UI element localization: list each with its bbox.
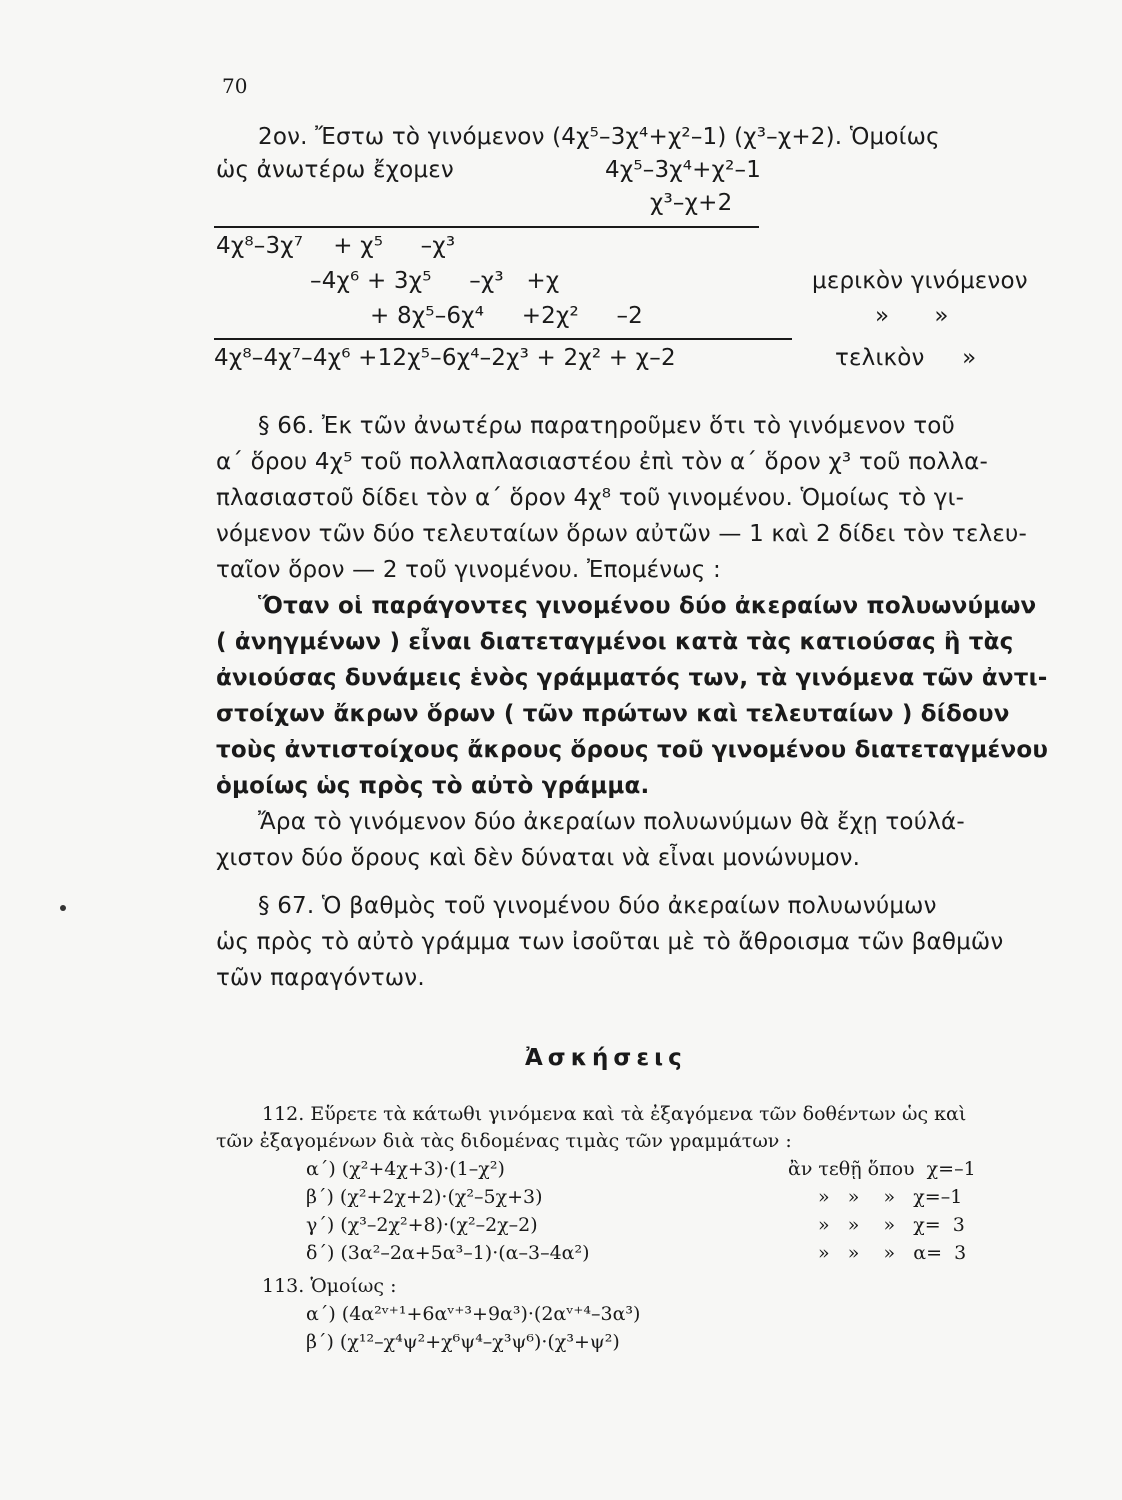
ex112-item-b-cond: » » » χ=–1 (818, 1186, 963, 1208)
margin-dot (60, 905, 66, 911)
rule-2 (214, 338, 792, 340)
intro-line-1: 2ον. Ἔστω τὸ γινόμενον (4χ⁵–3χ⁴+χ²–1) (χ³–χ+2). Ὁμοίως (258, 124, 940, 150)
mult-row-2-label: μερικὸν γινόμενον (812, 268, 1028, 294)
rule-statement-line-4: στοίχων ἄκρων ὅρων ( τῶν πρώτων καὶ τελευταίων ) δίδουν (216, 701, 1010, 727)
para66-line-1 (258, 413, 955, 439)
rule-statement-line-2: ( ἀνηγμένων ) εἶναι διατεταγμένοι κατὰ τὰς κατιούσας ἢ τὰς (216, 629, 1014, 655)
ex113-item-a: α΄) (4α²ᵛ⁺¹+6αᵛ⁺³+9α³)·(2αᵛ⁺⁴–3α³) (306, 1303, 641, 1325)
para66-after-line-2: χιστον δύο ὅρους καὶ δὲν δύναται νὰ εἶναι μονώνυμον. (216, 845, 861, 871)
para66-line-1-text: § 66. Ἐκ τῶν ἀνωτέρω παρατηροῦμεν ὅτι τὸ γινόμενον τοῦ (258, 413, 956, 439)
mult-row-3-label: » » (875, 303, 949, 329)
ex113-item-b: β΄) (χ¹²–χ⁴ψ²+χ⁶ψ⁴–χ³ψ⁶)·(χ³+ψ²) (306, 1331, 620, 1353)
ex112-item-d-cond: » » » α= 3 (818, 1242, 967, 1264)
mult-result: 4χ⁸–4χ⁷–4χ⁶ +12χ⁵–6χ⁴–2χ³ + 2χ² + χ–2 (214, 345, 676, 371)
mult-row-1: 4χ⁸–3χ⁷ + χ⁵ –χ³ (216, 233, 456, 259)
para67-line-2: ὡς πρὸς τὸ αὐτὸ γράμμα των ἰσοῦται μὲ τὸ ἄθροισμα τῶν βαθμῶν (216, 929, 1004, 955)
ex112-line-1: 112. Εὕρετε τὰ κάτωθι γινόμενα καὶ τὰ ἐξαγόμενα τῶν δοθέντων ὡς καὶ (262, 1103, 967, 1125)
ex112-item-d: δ΄) (3α²–2α+5α³–1)·(α–3–4α²) (306, 1242, 590, 1264)
ex112-item-b: β΄) (χ²+2χ+2)·(χ²–5χ+3) (306, 1186, 543, 1208)
page-number: 70 (222, 74, 248, 98)
para67-line-1: § 67. Ὁ βαθμὸς τοῦ γινομένου δύο ἀκεραίων πολυωνύμων (258, 893, 937, 919)
exercises-heading: Ἀσκήσεις (525, 1045, 687, 1071)
ex113-label: 113. Ὁμοίως : (262, 1275, 397, 1297)
para66-after-line-1: Ἄρα τὸ γινόμενον δύο ἀκεραίων πολυωνύμων θὰ ἔχῃ τούλά- (258, 809, 965, 835)
rule-statement-line-5: τοὺς ἀντιστοίχους ἄκρους ὅρους τοῦ γινομένου διατεταγμένου (216, 737, 1049, 763)
para67-line-3: τῶν παραγόντων. (216, 965, 425, 991)
intro-line-2: ὡς ἀνωτέρω ἔχομεν (216, 157, 454, 183)
rule-statement-line-6: ὁμοίως ὡς πρὸς τὸ αὐτὸ γράμμα. (216, 773, 650, 799)
ex112-item-a-cond: ἂν τεθῇ ὅπου χ=–1 (788, 1158, 976, 1180)
rule-statement-line-3: ἀνιούσας δυνάμεις ἑνὸς γράμματός των, τὰ γινόμενα τῶν ἀντι- (216, 665, 1048, 691)
mult-row-2: –4χ⁶ + 3χ⁵ –χ³ +χ (310, 268, 560, 294)
multiplier: χ³–χ+2 (650, 190, 733, 216)
para66-line-3: πλασιαστοῦ δίδει τὸν α΄ ὅρον 4χ⁸ τοῦ γινομένου. Ὁμοίως τὸ γι- (216, 485, 965, 511)
ex112-item-a: α΄) (χ²+4χ+3)·(1–χ²) (306, 1158, 505, 1180)
mult-row-3: + 8χ⁵–6χ⁴ +2χ² –2 (370, 303, 644, 329)
para66-line-2: α΄ ὅρου 4χ⁵ τοῦ πολλαπλασιαστέου ἐπὶ τὸν α΄ ὅρον χ³ τοῦ πολλα- (216, 449, 988, 475)
mult-result-label: τελικὸν » (835, 345, 977, 371)
ex112-item-c: γ΄) (χ³–2χ²+8)·(χ²–2χ–2) (306, 1214, 538, 1236)
rule-statement-line-1: Ὅταν οἱ παράγοντες γινομένου δύο ἀκεραίων πολυωνύμων (258, 593, 1037, 619)
para66-line-4: νόμενον τῶν δύο τελευταίων ὅρων αὐτῶν — 1 καὶ 2 δίδει τὸν τελευ- (216, 521, 1028, 547)
ex112-line-2: τῶν ἐξαγομένων διὰ τὰς διδομένας τιμὰς τῶν γραμμάτων : (216, 1130, 792, 1152)
rule-1 (214, 226, 759, 228)
para66-line-5: ταῖον ὅρον — 2 τοῦ γινομένου. Ἐπομένως : (216, 557, 721, 583)
multiplicand: 4χ⁵–3χ⁴+χ²–1 (605, 157, 762, 183)
ex112-item-c-cond: » » » χ= 3 (818, 1214, 965, 1236)
